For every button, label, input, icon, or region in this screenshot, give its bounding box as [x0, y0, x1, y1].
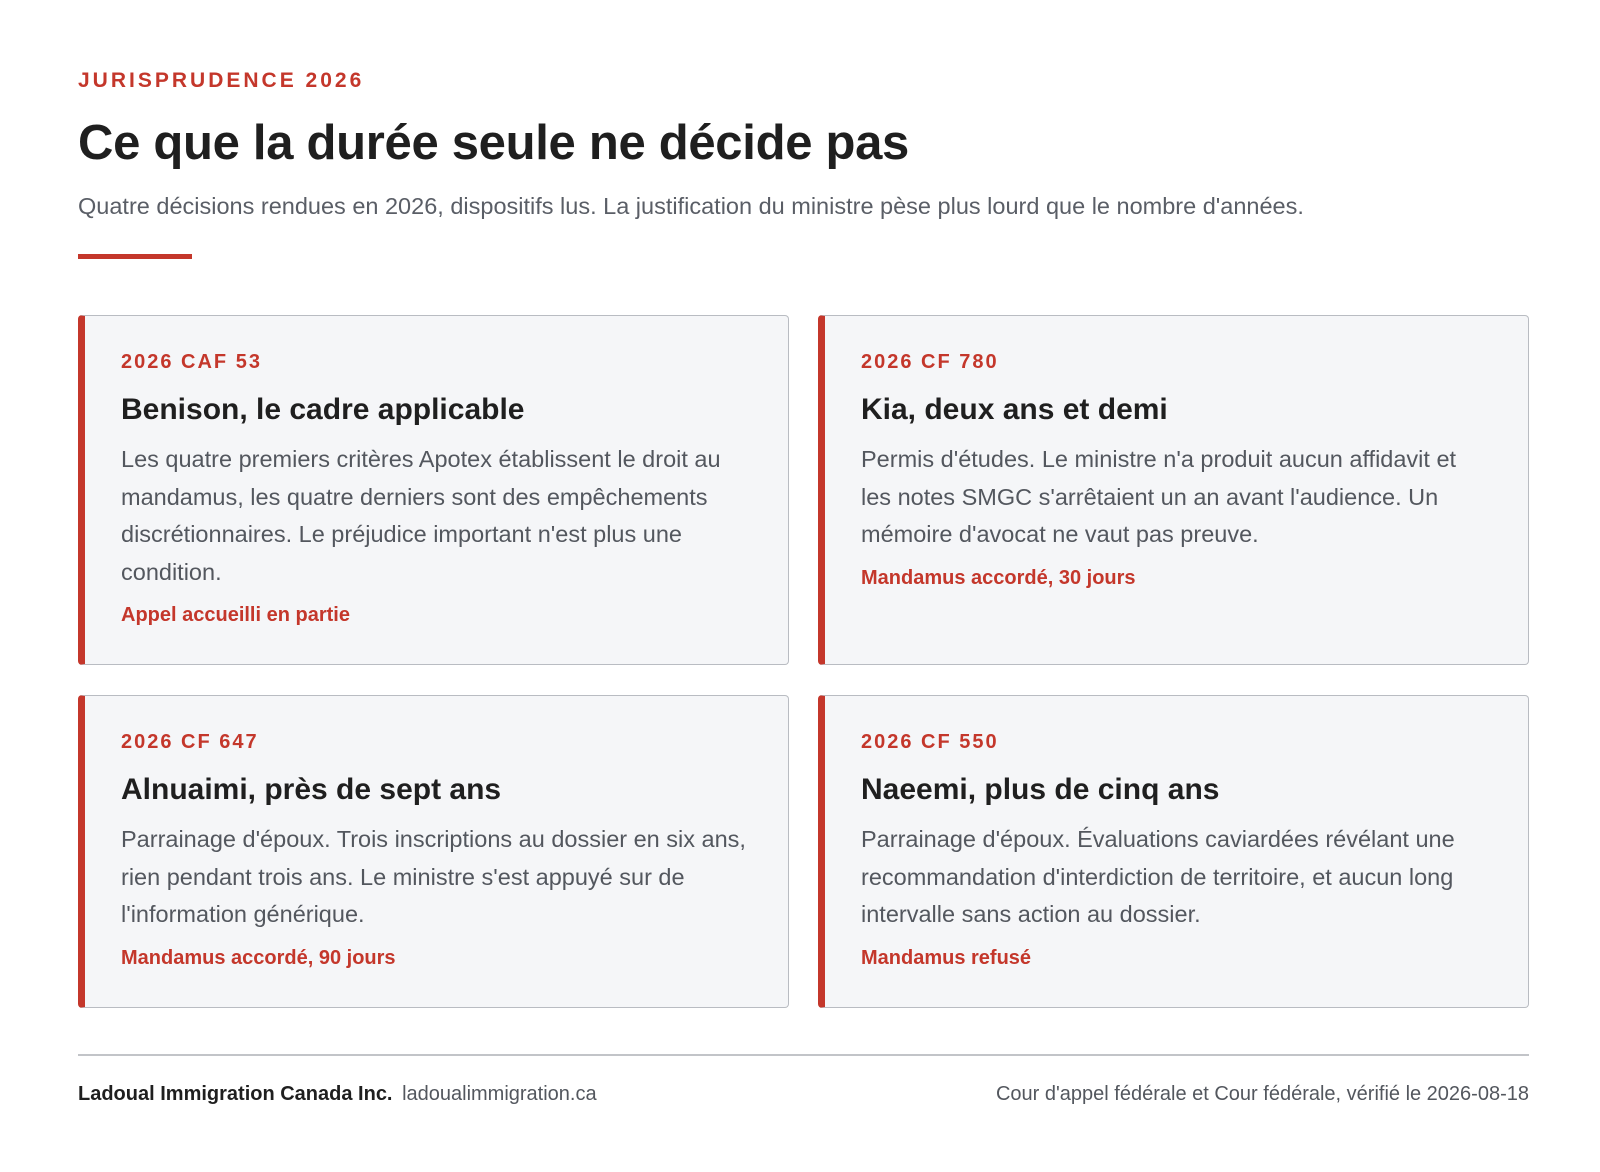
case-outcome: Mandamus accordé, 90 jours — [121, 946, 396, 969]
decision-card — [818, 315, 1529, 665]
case-title: Benison, le cadre applicable — [121, 393, 525, 426]
accent-rule — [78, 254, 192, 259]
case-summary: Permis d'études. Le ministre n'a produit aucun affidavit et les notes SMGC s'arrêtaient un an avant l'audience. Un mémoire d'avocat ne vaut pas preuve. — [861, 446, 1457, 547]
kicker: JURISPRUDENCE 2026 — [78, 69, 365, 92]
case-outcome: Mandamus refusé — [861, 946, 1032, 969]
page-subtitle: Quatre décisions rendues en 2026, dispositifs lus. La justification du ministre pèse plus lourd que le nombre d'années. — [78, 193, 1304, 219]
decision-card — [818, 695, 1529, 1008]
case-summary: Les quatre premiers critères Apotex établissent le droit au mandamus, les quatre derniers sont des empêchements discrétionnaires. Le préjudice important n'est plus une condition. — [121, 446, 721, 585]
organization-name: Ladoual Immigration Canada Inc. — [78, 1083, 393, 1105]
case-summary: Parrainage d'époux. Évaluations caviardées révélant une recommandation d'interdiction de territoire, et aucun long intervalle sans action au dossier. — [861, 826, 1455, 927]
case-citation: 2026 CF 780 — [861, 351, 999, 373]
decision-grid — [78, 315, 1529, 1008]
case-citation: 2026 CF 550 — [861, 731, 999, 753]
page-title: Ce que la durée seule ne décide pas — [78, 116, 909, 170]
case-title: Naeemi, plus de cinq ans — [861, 773, 1220, 806]
footer-divider — [78, 1054, 1529, 1056]
case-citation: 2026 CAF 53 — [121, 351, 262, 373]
case-citation: 2026 CF 647 — [121, 731, 259, 753]
footer-brand — [78, 1080, 597, 1108]
case-title: Kia, deux ans et demi — [861, 393, 1168, 426]
case-summary: Parrainage d'époux. Trois inscriptions au dossier en six ans, rien pendant trois ans. Le ministre s'est appuyé sur de l'information générique. — [121, 826, 746, 927]
decision-card — [78, 315, 789, 665]
decision-card — [78, 695, 789, 1008]
footer — [78, 1080, 1529, 1108]
case-outcome: Appel accueilli en partie — [121, 604, 350, 626]
case-title: Alnuaimi, près de sept ans — [121, 773, 502, 806]
website-link[interactable]: ladoualimmigration.ca — [402, 1083, 597, 1105]
case-outcome: Mandamus accordé, 30 jours — [861, 566, 1136, 589]
verification-note: Cour d'appel fédérale et Cour fédérale, vérifié le 2026-08-18 — [995, 1083, 1529, 1105]
